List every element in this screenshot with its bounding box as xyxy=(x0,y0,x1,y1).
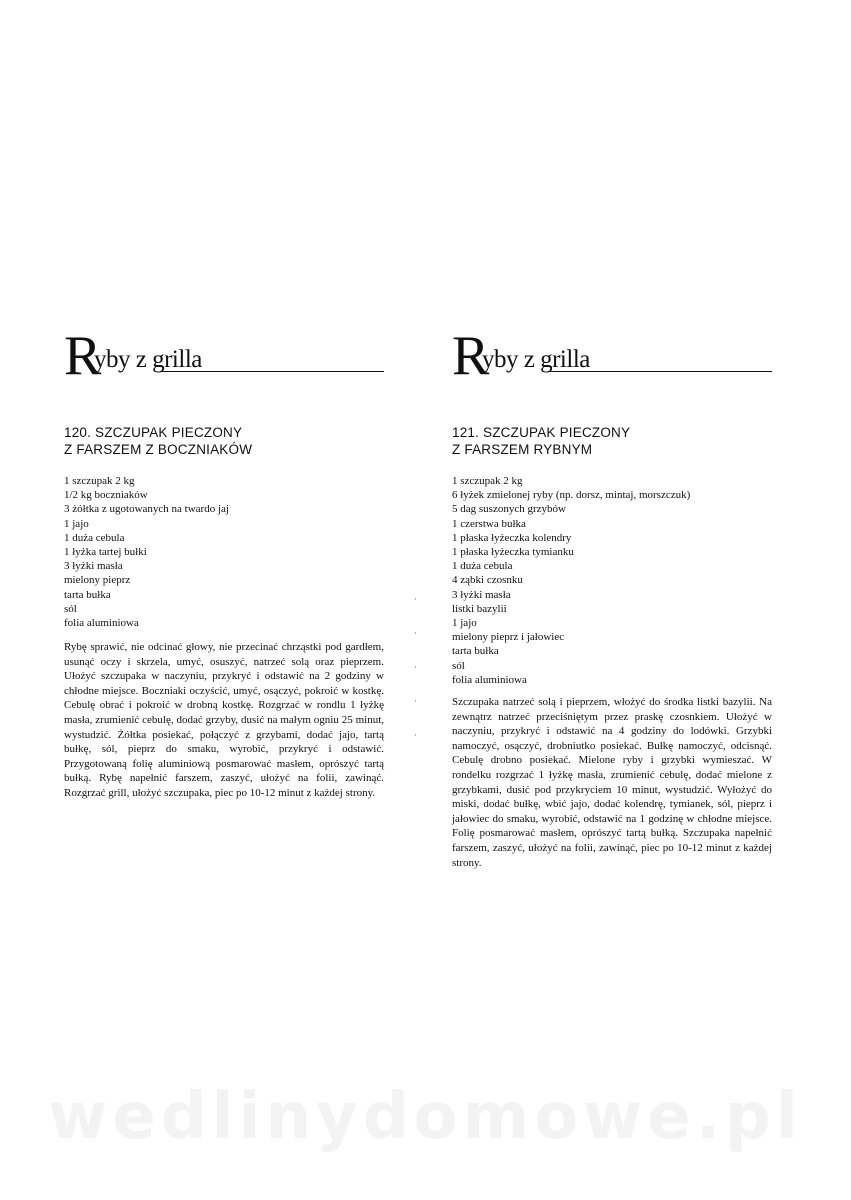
header-rule xyxy=(160,371,384,372)
watermark: wedlinydomowe.pl xyxy=(48,1080,803,1154)
ingredient-item: 1 czerstwa bułka xyxy=(452,517,526,530)
ingredient-list xyxy=(64,474,384,630)
ingredient-item: 1 płaska łyżeczka kolendry xyxy=(452,531,572,544)
ingredient-item: 3 żółtka z ugotowanych na twardo jaj xyxy=(64,503,229,516)
ingredient-item: mielony pieprz xyxy=(64,574,131,587)
ingredient-item: sól xyxy=(452,659,465,672)
ingredient-item: 1 płaska łyżeczka tymianku xyxy=(452,546,574,559)
ingredient-item: 1 duża cebula xyxy=(452,560,513,573)
ingredient-item: 1 szczupak 2 kg xyxy=(64,475,135,487)
section-header xyxy=(64,325,384,387)
recipe-title-line2: Z FARSZEM RYBNYM xyxy=(452,442,593,457)
ingredient-item: mielony pieprz i jałowiec xyxy=(452,631,565,644)
recipe-title-line1: 121. SZCZUPAK PIECZONY xyxy=(452,425,631,440)
recipe-title xyxy=(452,424,772,458)
ingredient-item: 1/2 kg boczniaków xyxy=(64,489,148,502)
ingredient-item: 1 jajo xyxy=(64,517,89,530)
ingredient-item: sól xyxy=(64,602,77,615)
ingredient-item: listki bazylii xyxy=(452,602,507,615)
header-text: yby z grilla xyxy=(94,346,202,373)
ingredient-item: folia aluminiowa xyxy=(452,673,527,686)
header-initial: R xyxy=(64,325,100,387)
ingredient-item: 5 dag suszonych grzybów xyxy=(452,503,566,516)
ingredient-item: 3 łyżki masła xyxy=(452,588,511,601)
ingredient-item: 1 łyżka tartej bułki xyxy=(64,546,147,559)
ingredient-item: 1 duża cebula xyxy=(64,531,125,544)
header-text: yby z grilla xyxy=(482,346,590,373)
ingredient-item: folia aluminiowa xyxy=(64,617,139,630)
recipe-title-line1: 120. SZCZUPAK PIECZONY xyxy=(64,425,243,440)
header-rule xyxy=(548,371,772,372)
ingredient-item: 6 łyżek zmielonej ryby (np. dorsz, mintaj, morszczuk) xyxy=(452,489,691,502)
recipe-title-line2: Z FARSZEM Z BOCZNIAKÓW xyxy=(64,442,253,457)
recipe-title xyxy=(64,424,384,458)
ingredient-item: 1 jajo xyxy=(452,617,477,630)
ingredient-item: tarta bułka xyxy=(452,645,499,658)
section-header xyxy=(452,325,772,387)
recipe-method: Rybę sprawić, nie odcinać głowy, nie przecinać chrząstki pod gardłem, usunąć oczy i skrzela, umyć, osuszyć, natrzeć solą oraz pieprzem. Ułożyć szczupaka w naczyniu, przykryć i odstawić na 2 godziny w chłodne miejsce. Boczniaki oczyścić, umyć, osączyć, pokroić w kostkę. Cebulę obrać i pokroić w drobną kostkę. Rozgrzać w rondlu 1 łyżkę masła, zrumienić cebulę, dodać grzyby, dusić na małym ogniu 25 minut, wystudzić. Żółtka posiekać, połączyć z grzybami, dodać jajo, tartą bułkę, sól, pieprz do smaku, wyrobić, przykryć i odstawić. Przygotowaną folię aluminiową posmarować masłem, oprószyć tartą bułką. Rybę napełnić farszem, zaszyć, ułożyć na folii, zawinąć. Rozgrzać grill, ułożyć szczupaka, piec po 10-12 minut z każdej strony. xyxy=(64,641,384,799)
gutter-marks: · · · · · xyxy=(414,594,417,740)
header-initial: R xyxy=(452,325,488,387)
ingredient-item: 3 łyżki masła xyxy=(64,560,123,573)
ingredient-item: tarta bułka xyxy=(64,588,111,601)
ingredient-item: 1 szczupak 2 kg xyxy=(452,475,523,487)
recipe-method: Szczupaka natrzeć solą i pieprzem, włożyć do środka listki bazylii. Na zewnątrz natrzeć przeciśniętym przez praskę czosnkiem. Ułożyć w naczyniu, przykryć i odstawić na 4 godziny do lodówki. Grzybki namoczyć, osączyć, drobniutko posiekać. Bułkę namoczyć, odcisnąć. Cebulę drobno posiekać. Mielone ryby i grzybki wymieszać. W rondelku rozgrzać 1 łyżkę masła, zrumienić cebulę, dodać mielone z grzybkami, dusić pod przykryciem 10 minut, wystudzić. Wyłożyć do miski, dodać bułkę, wbić jajo, dodać kolendrę, tymianek, sól, pieprz i jałowiec do smaku, wyrobić, odstawić na 1 godzinę w chłodne miejsce. Folię posmarować masłem, oprószyć tartą bułką. Szczupaka napełnić farszem, zaszyć, ułożyć na folii, zawinąć, piec po 10-12 minut z każdej strony. xyxy=(452,696,772,869)
ingredient-item: 4 ząbki czosnku xyxy=(452,574,523,587)
ingredient-list xyxy=(452,474,772,687)
